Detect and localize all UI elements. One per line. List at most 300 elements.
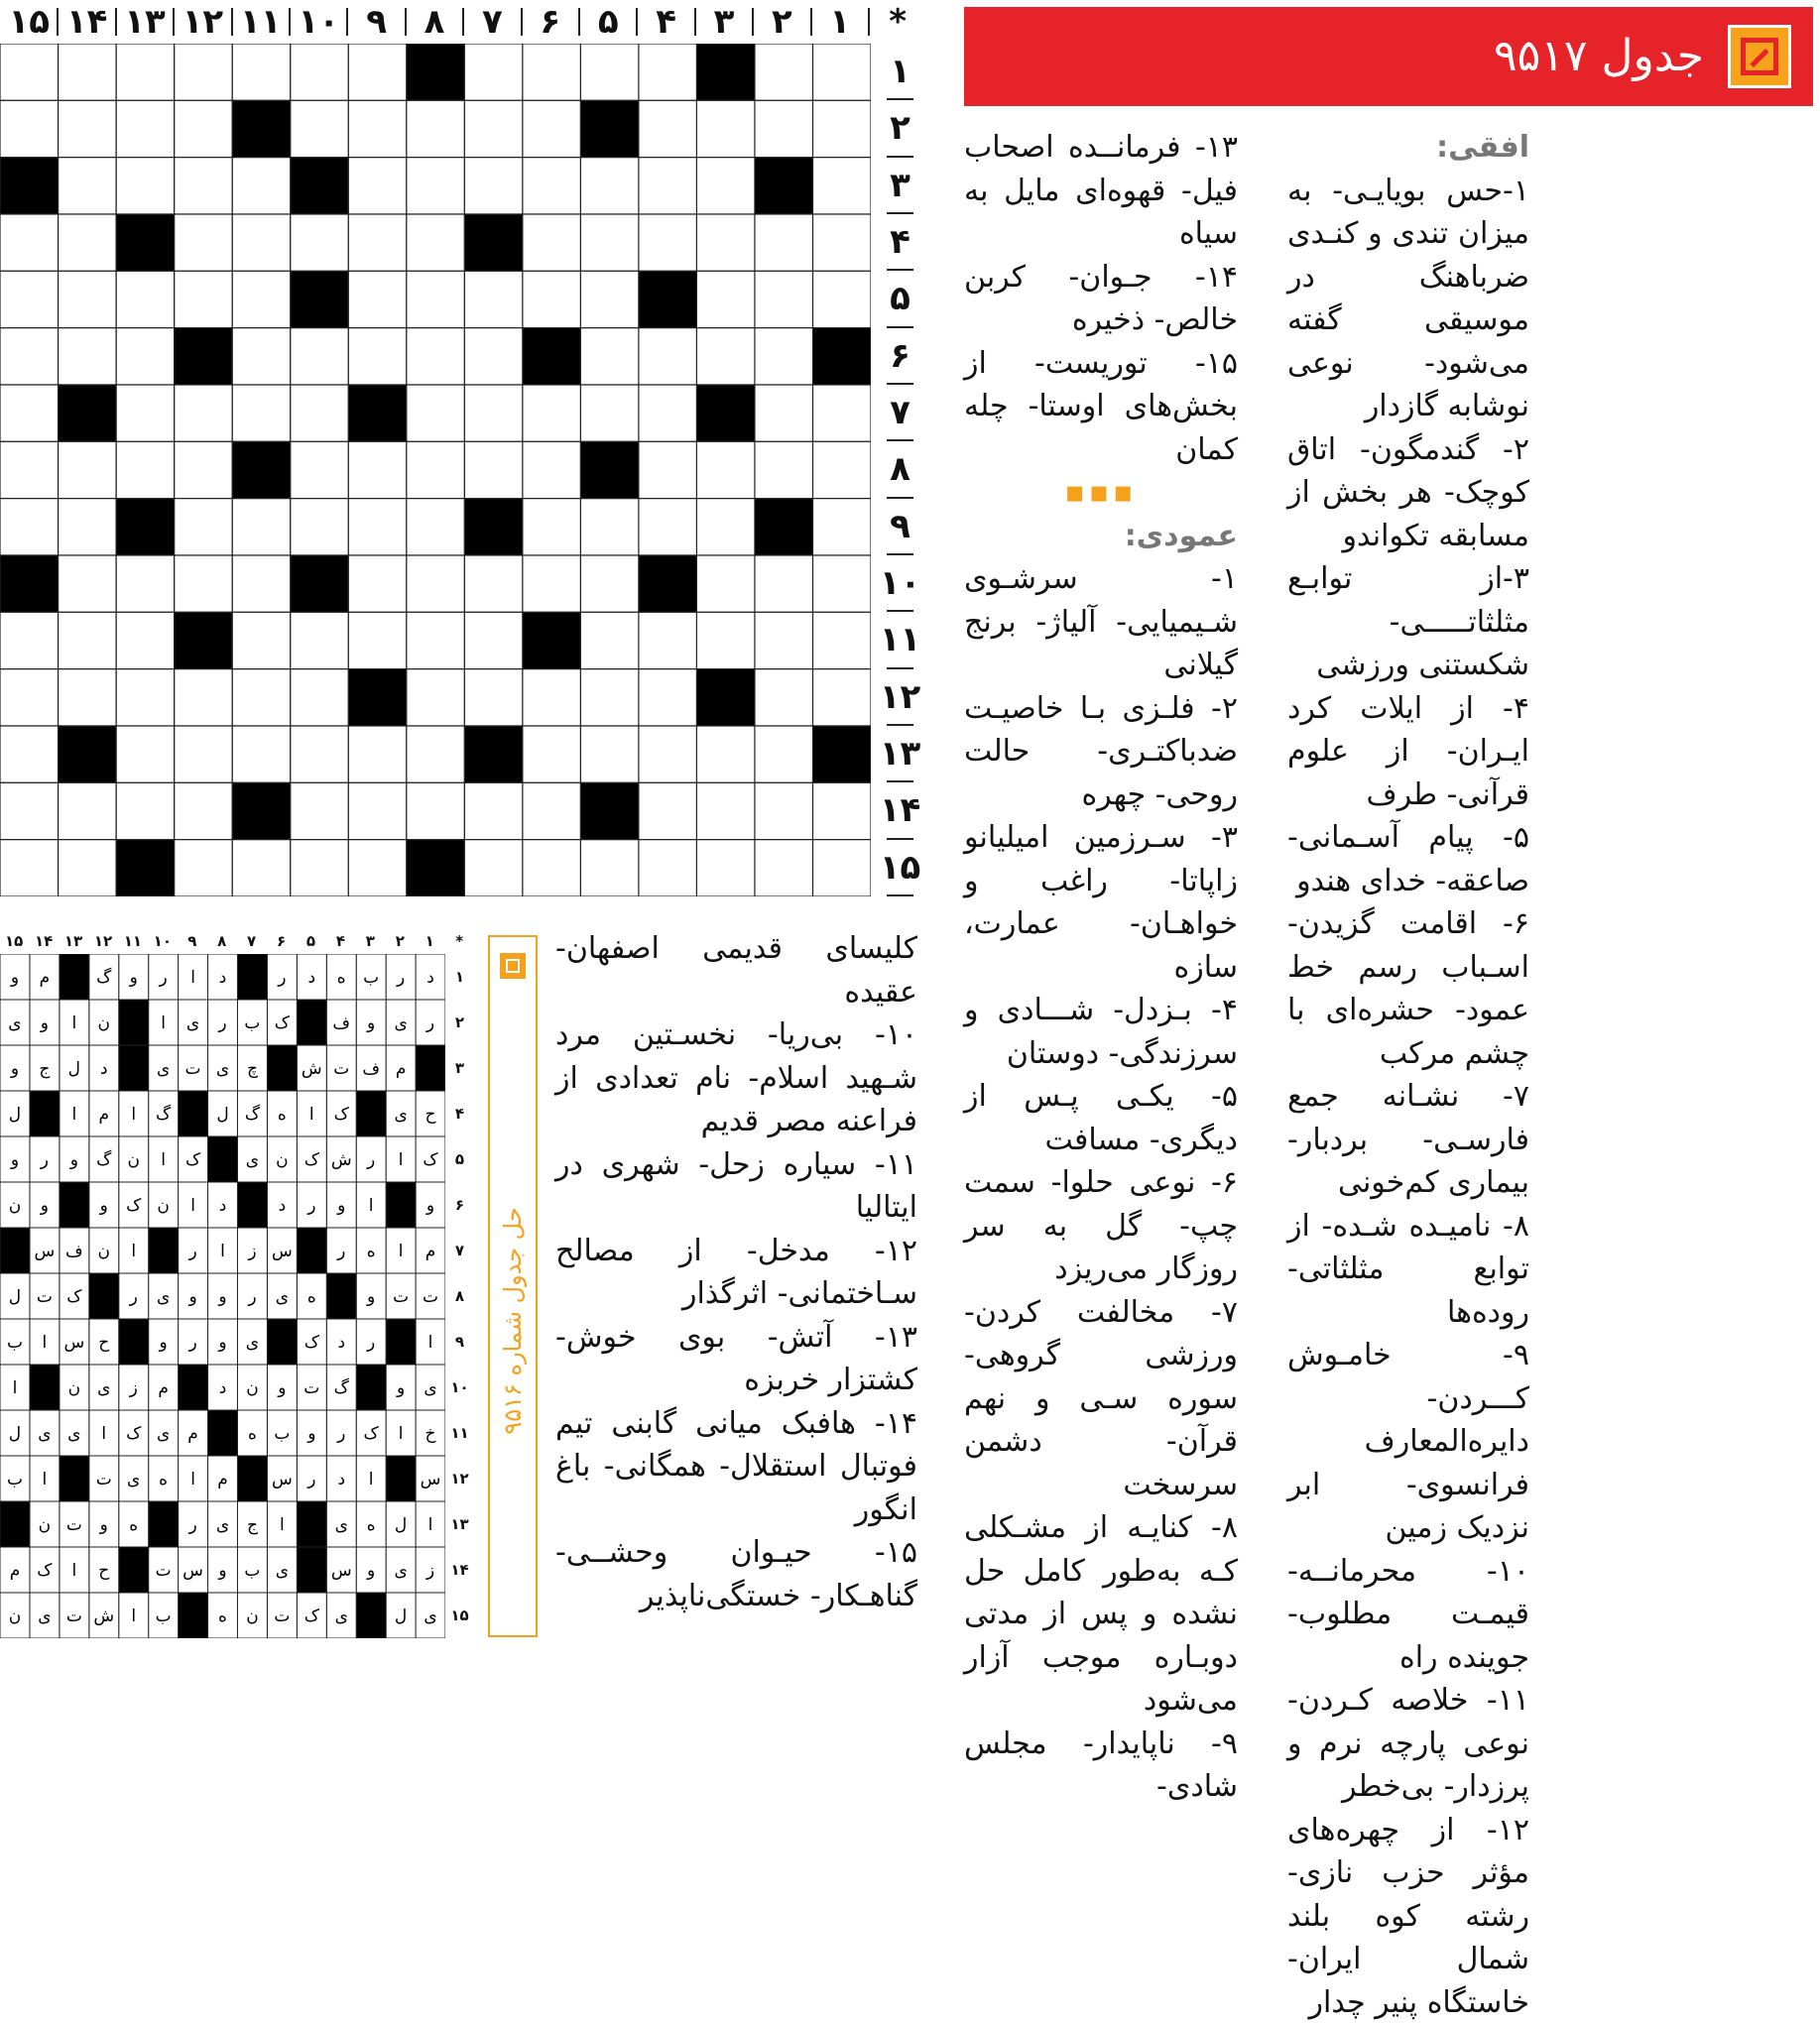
grid-cell[interactable] — [116, 100, 175, 157]
grid-cell[interactable] — [291, 214, 349, 271]
solution-letter: م — [40, 968, 51, 988]
grid-cell[interactable] — [116, 441, 175, 498]
grid-cell[interactable] — [59, 214, 117, 271]
grid-cell[interactable] — [407, 214, 465, 271]
grid-cell[interactable] — [232, 214, 291, 271]
solution-letter: ی — [157, 1424, 170, 1444]
grid-cell[interactable] — [348, 726, 407, 782]
grid-cell[interactable] — [291, 840, 349, 896]
grid-cell[interactable] — [696, 840, 755, 896]
solution-tab — [488, 935, 538, 1637]
column-divider — [405, 8, 407, 36]
grid-cell[interactable] — [232, 726, 291, 782]
grid-cell[interactable] — [59, 44, 117, 100]
grid-cell[interactable] — [696, 328, 755, 385]
solution-letter: ت — [96, 1470, 112, 1489]
grid-cell[interactable] — [812, 158, 871, 214]
grid-cell[interactable] — [407, 158, 465, 214]
grid-cell[interactable] — [523, 782, 581, 839]
solution-column-number: ۱۲ — [89, 930, 117, 952]
grid-cell[interactable] — [175, 669, 233, 726]
grid-cell[interactable] — [291, 44, 349, 100]
grid-cell[interactable] — [696, 726, 755, 782]
black-cell — [696, 44, 755, 100]
grid-cell[interactable] — [407, 441, 465, 498]
grid-cell[interactable] — [755, 726, 813, 782]
grid-cell[interactable] — [464, 100, 523, 157]
grid-cell[interactable] — [407, 100, 465, 157]
solution-letter: ک — [304, 1150, 320, 1170]
grid-cell[interactable] — [0, 44, 59, 100]
solution-letter: و — [129, 968, 138, 988]
grid-cell[interactable] — [407, 385, 465, 441]
solution-letter: ه — [307, 1287, 316, 1307]
grid-cell[interactable] — [0, 214, 59, 271]
clue: ۵- یکـی پـس از دیگری- مسافت — [964, 1075, 1238, 1161]
solution-letter: گ — [156, 1104, 172, 1125]
black-cell — [464, 214, 523, 271]
grid-cell[interactable] — [639, 100, 697, 157]
grid-cell[interactable] — [639, 612, 697, 668]
solution-letter: ی — [424, 1378, 436, 1398]
grid-cell[interactable] — [464, 44, 523, 100]
grid-cell[interactable] — [812, 100, 871, 157]
grid-cell[interactable] — [696, 499, 755, 555]
solution-letter: ب — [7, 1470, 23, 1489]
solution-letter: د — [308, 968, 316, 988]
grid-cell[interactable] — [175, 100, 233, 157]
grid-cell[interactable] — [812, 612, 871, 668]
grid-cell[interactable] — [523, 271, 581, 327]
grid-cell[interactable] — [407, 499, 465, 555]
grid-cell[interactable] — [464, 782, 523, 839]
solution-letter: ن — [127, 1150, 139, 1170]
grid-cell[interactable] — [348, 840, 407, 896]
grid-cell[interactable] — [407, 328, 465, 385]
grid-cell[interactable] — [639, 499, 697, 555]
grid-cell[interactable] — [696, 555, 755, 612]
grid-cell[interactable] — [580, 328, 639, 385]
grid-cell[interactable] — [696, 214, 755, 271]
grid-cell[interactable] — [696, 441, 755, 498]
column-number: ۸ — [406, 0, 463, 44]
grid-cell[interactable] — [116, 385, 175, 441]
grid-cell[interactable] — [755, 555, 813, 612]
grid-cell[interactable] — [116, 782, 175, 839]
grid-cell[interactable] — [639, 726, 697, 782]
black-cell — [0, 158, 59, 214]
solution-black-cell — [0, 1228, 30, 1273]
grid-cell[interactable] — [812, 840, 871, 896]
grid-cell[interactable] — [639, 44, 697, 100]
solution-letter: ا — [220, 1242, 225, 1261]
grid-cell[interactable] — [175, 499, 233, 555]
solution-letter: ح — [98, 1561, 109, 1581]
solution-letter: ا — [131, 1607, 136, 1626]
grid-cell[interactable] — [523, 158, 581, 214]
grid-cell[interactable] — [232, 385, 291, 441]
grid-cell[interactable] — [812, 669, 871, 726]
grid-cell[interactable] — [59, 158, 117, 214]
grid-cell[interactable] — [755, 100, 813, 157]
solution-row-number: ۵ — [447, 1136, 472, 1182]
grid-cell[interactable] — [696, 271, 755, 327]
solution-black-cell — [149, 1501, 179, 1547]
grid-cell[interactable] — [639, 214, 697, 271]
grid-cell[interactable] — [523, 100, 581, 157]
grid-cell[interactable] — [464, 271, 523, 327]
grid-cell[interactable] — [812, 499, 871, 555]
solution-letter: ک — [185, 1150, 201, 1170]
grid-cell[interactable] — [0, 726, 59, 782]
grid-cell[interactable] — [175, 271, 233, 327]
grid-cell[interactable] — [59, 100, 117, 157]
grid-cell[interactable] — [580, 612, 639, 668]
grid-cell[interactable] — [696, 612, 755, 668]
bottom-clues-column — [555, 927, 917, 1617]
grid-cell[interactable] — [407, 782, 465, 839]
grid-cell[interactable] — [755, 44, 813, 100]
solution-letter: و — [99, 1515, 108, 1535]
grid-cell[interactable] — [348, 44, 407, 100]
grid-cell[interactable] — [348, 499, 407, 555]
solution-letter: و — [217, 1287, 226, 1307]
grid-cell[interactable] — [639, 441, 697, 498]
grid-cell[interactable] — [639, 158, 697, 214]
solution-row-number: ۶ — [447, 1182, 472, 1228]
black-cell — [755, 158, 813, 214]
grid-cell[interactable] — [464, 840, 523, 896]
grid-cell[interactable] — [580, 385, 639, 441]
grid-cell[interactable] — [232, 271, 291, 327]
grid-cell[interactable] — [812, 782, 871, 839]
grid-cell[interactable] — [291, 328, 349, 385]
solution-column-number: ۸ — [208, 930, 236, 952]
grid-cell[interactable] — [523, 385, 581, 441]
grid-cell[interactable] — [0, 669, 59, 726]
grid-cell[interactable] — [232, 840, 291, 896]
solution-black-cell — [119, 1547, 149, 1593]
black-cell — [348, 385, 407, 441]
grid-cell[interactable] — [116, 44, 175, 100]
solution-row-number: ۱۴ — [447, 1547, 472, 1593]
grid-cell[interactable] — [291, 726, 349, 782]
grid-cell[interactable] — [291, 100, 349, 157]
solution-letter: و — [396, 1378, 405, 1398]
grid-cell[interactable] — [0, 441, 59, 498]
grid-cell[interactable] — [232, 328, 291, 385]
grid-cell[interactable] — [464, 385, 523, 441]
black-cell — [639, 271, 697, 327]
grid-cell[interactable] — [0, 499, 59, 555]
clue: ۶- نوعی حلوا- سمت چپ- گل به سر روزگار می‌ریزد — [964, 1161, 1238, 1291]
grid-cell[interactable] — [523, 214, 581, 271]
solution-letter: د — [100, 1059, 108, 1079]
grid-cell[interactable] — [755, 840, 813, 896]
grid-cell[interactable] — [0, 612, 59, 668]
solution-letter: ل — [9, 1424, 21, 1444]
solution-letter: ر — [425, 1013, 434, 1033]
grid-cell[interactable] — [59, 499, 117, 555]
row-number: ۴ — [873, 214, 927, 271]
grid-cell[interactable] — [0, 328, 59, 385]
solution-row-number: ۹ — [447, 1319, 472, 1365]
solution-black-cell — [237, 1182, 267, 1228]
grid-cell[interactable] — [523, 441, 581, 498]
grid-cell[interactable] — [580, 555, 639, 612]
grid-cell[interactable] — [0, 271, 59, 327]
solution-black-cell — [30, 1365, 60, 1410]
grid-cell[interactable] — [59, 612, 117, 668]
grid-cell[interactable] — [464, 555, 523, 612]
column-divider — [868, 8, 870, 36]
solution-letter: ب — [363, 968, 379, 988]
solution-letter: ر — [129, 1287, 138, 1307]
grid-cell[interactable] — [639, 328, 697, 385]
grid-cell[interactable] — [232, 158, 291, 214]
black-cell — [348, 669, 407, 726]
column-number: ۶ — [522, 0, 579, 44]
grid-cell[interactable] — [580, 726, 639, 782]
grid-cell[interactable] — [755, 782, 813, 839]
column-number: ۹ — [347, 0, 405, 44]
grid-cell[interactable] — [812, 555, 871, 612]
solution-letter: م — [99, 1105, 110, 1125]
solution-letter: ل — [216, 1105, 228, 1125]
grid-cell[interactable] — [116, 669, 175, 726]
grid-cell[interactable] — [464, 158, 523, 214]
solution-letter: و — [187, 1287, 196, 1307]
grid-cell[interactable] — [116, 555, 175, 612]
grid-cell[interactable] — [232, 555, 291, 612]
grid-cell[interactable] — [812, 214, 871, 271]
solution-letter: ه — [278, 1105, 287, 1125]
solution-letter: ا — [190, 1470, 195, 1489]
grid-cell[interactable] — [0, 782, 59, 839]
grid-cell[interactable] — [348, 158, 407, 214]
solution-column-number: ۱۰ — [149, 930, 177, 952]
grid-cell[interactable] — [175, 441, 233, 498]
grid-cell[interactable] — [116, 328, 175, 385]
grid-cell[interactable] — [812, 271, 871, 327]
crossword-grid[interactable] — [0, 44, 871, 896]
grid-cell[interactable] — [580, 499, 639, 555]
grid-cell[interactable] — [696, 100, 755, 157]
grid-cell[interactable] — [696, 158, 755, 214]
solution-black-cell — [386, 1319, 416, 1365]
grid-cell[interactable] — [580, 44, 639, 100]
down-header: عمودی: — [964, 515, 1238, 558]
grid-cell[interactable] — [348, 100, 407, 157]
grid-cell[interactable] — [523, 669, 581, 726]
clue: ۱۵- حیـوان وحشــی- گناهـکار- خستگی‌ناپذیر — [555, 1531, 917, 1617]
grid-cell[interactable] — [348, 441, 407, 498]
grid-cell[interactable] — [464, 669, 523, 726]
grid-cell[interactable] — [407, 271, 465, 327]
solution-letter: و — [336, 1196, 345, 1216]
grid-cell[interactable] — [523, 555, 581, 612]
black-cell — [580, 441, 639, 498]
grid-cell[interactable] — [59, 271, 117, 327]
grid-cell[interactable] — [116, 158, 175, 214]
grid-cell[interactable] — [59, 782, 117, 839]
grid-cell[interactable] — [523, 44, 581, 100]
solution-letter: ا — [309, 1105, 314, 1125]
column-number: ۱۳ — [116, 0, 174, 44]
solution-letter: ب — [274, 1424, 290, 1444]
solution-column-number: ۲ — [386, 930, 414, 952]
black-cell — [407, 840, 465, 896]
grid-cell[interactable] — [348, 271, 407, 327]
solution-letter: ر — [336, 1242, 345, 1261]
grid-cell[interactable] — [407, 555, 465, 612]
grid-cell[interactable] — [348, 328, 407, 385]
grid-cell[interactable] — [175, 385, 233, 441]
solution-letter: س — [272, 1242, 293, 1261]
solution-row-number: ۴ — [447, 1091, 472, 1136]
solution-letter: ت — [66, 1515, 82, 1535]
grid-cell[interactable] — [639, 385, 697, 441]
grid-cell[interactable] — [59, 840, 117, 896]
solution-black-cell — [356, 1365, 386, 1410]
row-number: ۱ — [873, 44, 927, 100]
solution-letter: س — [421, 1470, 441, 1489]
grid-cell[interactable] — [696, 782, 755, 839]
grid-cell[interactable] — [639, 840, 697, 896]
grid-cell[interactable] — [639, 782, 697, 839]
grid-cell[interactable] — [291, 669, 349, 726]
solution-letter: ن — [246, 1607, 258, 1626]
grid-cell[interactable] — [291, 385, 349, 441]
black-cell — [696, 669, 755, 726]
grid-cell[interactable] — [232, 612, 291, 668]
grid-cell[interactable] — [812, 441, 871, 498]
grid-cell[interactable] — [580, 214, 639, 271]
solution-letter: ر — [40, 1150, 49, 1170]
grid-cell[interactable] — [348, 555, 407, 612]
grid-cell[interactable] — [291, 441, 349, 498]
grid-cell[interactable] — [580, 669, 639, 726]
solution-black-cell — [297, 1501, 326, 1547]
solution-letter: ا — [190, 1196, 195, 1216]
grid-cell[interactable] — [291, 782, 349, 839]
grid-cell[interactable] — [812, 385, 871, 441]
grid-cell[interactable] — [755, 328, 813, 385]
grid-cell[interactable] — [464, 612, 523, 668]
grid-cell[interactable] — [755, 612, 813, 668]
solution-letter: و — [99, 1196, 108, 1216]
solution-letter: ن — [246, 1378, 258, 1398]
grid-cell[interactable] — [59, 555, 117, 612]
solution-letter: س — [272, 1470, 293, 1489]
grid-cell[interactable] — [232, 44, 291, 100]
solution-letter: ت — [274, 1607, 290, 1626]
grid-cell[interactable] — [407, 669, 465, 726]
solution-letter: و — [40, 1196, 49, 1216]
grid-cell[interactable] — [116, 612, 175, 668]
grid-cell[interactable] — [116, 271, 175, 327]
solution-letter: ه — [129, 1515, 138, 1535]
solution-letter: ا — [399, 1424, 404, 1444]
grid-cell[interactable] — [523, 726, 581, 782]
puzzle-title: جدول ۹۵۱۷ — [1494, 27, 1704, 86]
solution-black-cell — [179, 1365, 208, 1410]
grid-cell[interactable] — [59, 328, 117, 385]
solution-letter: ک — [304, 1607, 320, 1626]
solution-letter: ن — [98, 1242, 110, 1261]
grid-cell[interactable] — [175, 44, 233, 100]
column-divider — [810, 8, 812, 36]
solution-letter: ر — [396, 968, 405, 988]
grid-cell[interactable] — [407, 726, 465, 782]
grid-cell[interactable] — [580, 840, 639, 896]
grid-cell[interactable] — [523, 840, 581, 896]
grid-cell[interactable] — [291, 499, 349, 555]
solution-letter: و — [217, 1333, 226, 1353]
column-divider — [289, 8, 291, 36]
solution-letter: گ — [245, 1104, 261, 1125]
grid-cell[interactable] — [407, 612, 465, 668]
solution-letter: ف — [332, 1013, 350, 1033]
grid-cell[interactable] — [580, 271, 639, 327]
solution-letter: ک — [126, 1196, 142, 1216]
solution-black-cell — [237, 1456, 267, 1501]
grid-cell[interactable] — [232, 499, 291, 555]
row-number: ۷ — [873, 385, 927, 441]
grid-cell[interactable] — [755, 385, 813, 441]
solution-letter: ی — [394, 1013, 407, 1033]
column-divider — [521, 8, 523, 36]
grid-row-numbers — [873, 44, 927, 896]
grid-cell[interactable] — [59, 669, 117, 726]
grid-cell[interactable] — [175, 214, 233, 271]
grid-cell[interactable] — [175, 840, 233, 896]
grid-cell[interactable] — [116, 726, 175, 782]
grid-cell[interactable] — [755, 669, 813, 726]
grid-cell[interactable] — [175, 555, 233, 612]
grid-cell[interactable] — [175, 726, 233, 782]
solution-column-number: ۵ — [297, 930, 324, 952]
grid-cell[interactable] — [523, 499, 581, 555]
clue: ۱۱- خلاصه کـردن- نوعی پارچه نرم و پرزدار- بی‌خطر — [1287, 1679, 1529, 1809]
grid-cell[interactable] — [232, 669, 291, 726]
grid-cell[interactable] — [348, 612, 407, 668]
grid-cell[interactable] — [175, 158, 233, 214]
grid-cell[interactable] — [580, 158, 639, 214]
grid-cell[interactable] — [464, 441, 523, 498]
grid-cell[interactable] — [348, 782, 407, 839]
solution-letter: ت — [333, 1059, 349, 1079]
solution-letter: ه — [367, 1515, 376, 1535]
grid-cell[interactable] — [755, 214, 813, 271]
grid-cell[interactable] — [639, 669, 697, 726]
solution-letter: ز — [129, 1378, 138, 1398]
grid-cell[interactable] — [755, 441, 813, 498]
grid-cell[interactable] — [59, 441, 117, 498]
grid-cell[interactable] — [0, 385, 59, 441]
grid-cell[interactable] — [0, 840, 59, 896]
grid-cell[interactable] — [291, 612, 349, 668]
grid-cell[interactable] — [812, 44, 871, 100]
black-cell — [291, 555, 349, 612]
grid-cell[interactable] — [348, 214, 407, 271]
clue: ۳-از توابـع مثلثاتـــــی- شکستنی ورزشی — [1287, 557, 1529, 687]
solution-row-number: ۸ — [447, 1273, 472, 1319]
grid-cell[interactable] — [0, 100, 59, 157]
grid-cell[interactable] — [464, 328, 523, 385]
grid-cell[interactable] — [755, 271, 813, 327]
grid-cell[interactable] — [175, 782, 233, 839]
